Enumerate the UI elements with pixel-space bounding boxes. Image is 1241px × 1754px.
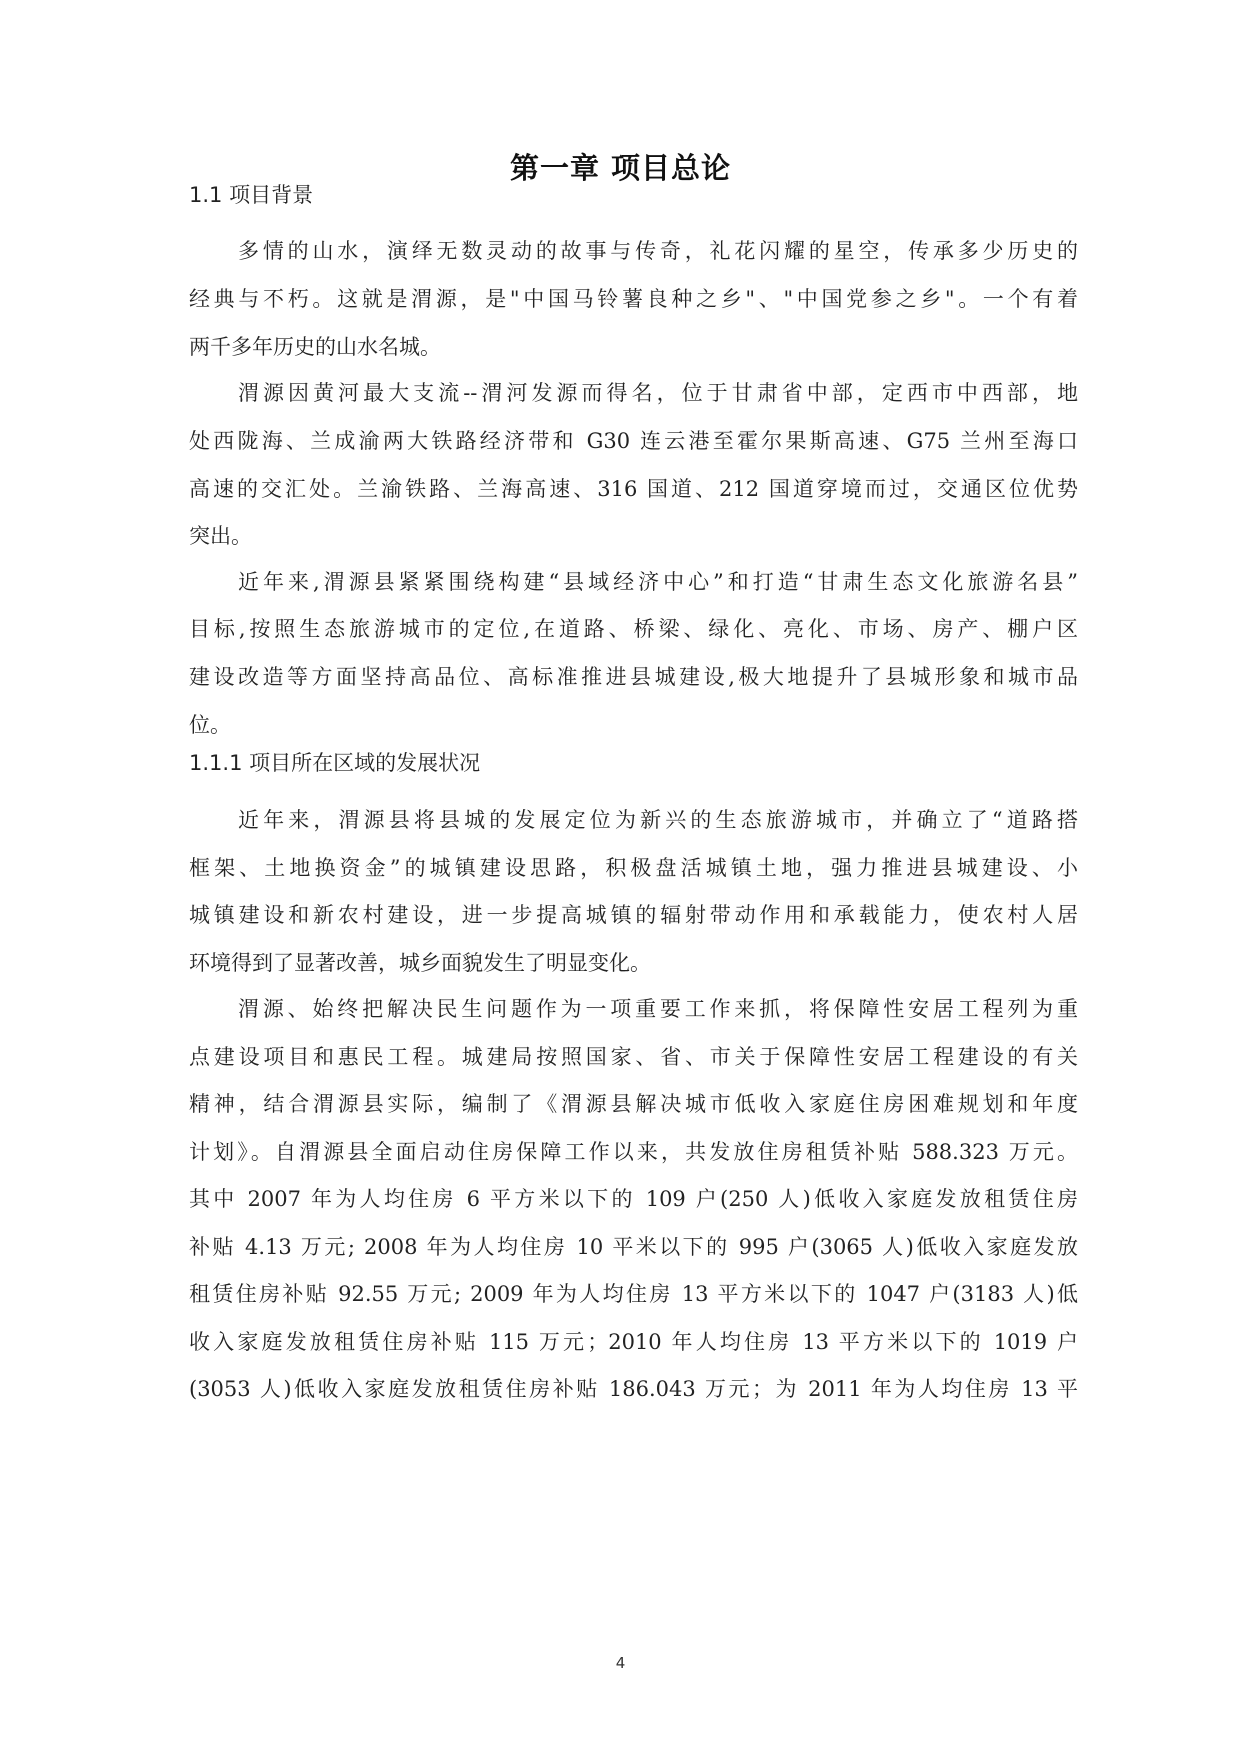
paragraph-line: 环境得到了显著改善，城乡面貌发生了明显变化。 bbox=[189, 951, 651, 975]
paragraph-line: 城镇建设和新农村建设，进一步提高城镇的辐射带动作用和承载能力，使农村人居 bbox=[189, 903, 1078, 927]
paragraph-line: 租赁住房补贴 92.55 万元; 2009 年为人均住房 13 平方米以下的 1047 户(3183 人)低 bbox=[189, 1282, 1078, 1306]
paragraph-line: 近年来，渭源县将县城的发展定位为新兴的生态旅游城市，并确立了“道路搭 bbox=[238, 808, 1078, 832]
paragraph-line: 精神，结合渭源县实际，编制了《渭源县解决城市低收入家庭住房困难规划和年度 bbox=[189, 1092, 1078, 1116]
paragraph-line: 框架、土地换资金”的城镇建设思路，积极盘活城镇土地，强力推进县城建设、小 bbox=[189, 856, 1078, 880]
section-heading-1-1-1: 1.1.1 项目所在区域的发展状况 bbox=[189, 751, 481, 775]
paragraph-line: 渭源因黄河最大支流--渭河发源而得名，位于甘肃省中部，定西市中西部，地 bbox=[238, 381, 1078, 405]
chapter-title: 第一章 项目总论 bbox=[509, 151, 732, 185]
paragraph-line: 处西陇海、兰成渝两大铁路经济带和 G30 连云港至霍尔果斯高速、G75 兰州至海口 bbox=[189, 429, 1078, 453]
paragraph-line: 点建设项目和惠民工程。城建局按照国家、省、市关于保障性安居工程建设的有关 bbox=[189, 1045, 1078, 1069]
paragraph-line: 目标,按照生态旅游城市的定位,在道路、桥梁、绿化、亮化、市场、房产、棚户区 bbox=[189, 617, 1078, 641]
paragraph-line: 收入家庭发放租赁住房补贴 115 万元；2010 年人均住房 13 平方米以下的 1019 户 bbox=[189, 1330, 1078, 1354]
paragraph-line: 其中 2007 年为人均住房 6 平方米以下的 109 户(250 人)低收入家庭发放租赁住房 bbox=[189, 1187, 1078, 1211]
paragraph-line: (3053 人)低收入家庭发放租赁住房补贴 186.043 万元；为 2011 年为人均住房 13 平 bbox=[189, 1377, 1078, 1401]
section-heading-1-1: 1.1 项目背景 bbox=[189, 183, 314, 207]
paragraph-line: 两千多年历史的山水名城。 bbox=[189, 335, 441, 359]
paragraph-line: 补贴 4.13 万元; 2008 年为人均住房 10 平米以下的 995 户(3065 人)低收入家庭发放 bbox=[189, 1235, 1078, 1259]
paragraph-line: 计划》。自渭源县全面启动住房保障工作以来，共发放住房租赁补贴 588.323 万元。 bbox=[189, 1140, 1078, 1164]
paragraph-line: 位。 bbox=[189, 713, 231, 737]
paragraph-line: 高速的交汇处。兰渝铁路、兰海高速、316 国道、212 国道穿境而过，交通区位优势 bbox=[189, 477, 1078, 501]
paragraph-line: 建设改造等方面坚持高品位、高标准推进县城建设,极大地提升了县城形象和城市品 bbox=[189, 665, 1078, 689]
paragraph-line: 多情的山水，演绎无数灵动的故事与传奇，礼花闪耀的星空，传承多少历史的 bbox=[238, 239, 1078, 263]
paragraph-line: 渭源、始终把解决民生问题作为一项重要工作来抓，将保障性安居工程列为重 bbox=[238, 997, 1078, 1021]
paragraph-line: 近年来,渭源县紧紧围绕构建“县域经济中心”和打造“甘肃生态文化旅游名县” bbox=[238, 570, 1078, 594]
paragraph-line: 突出。 bbox=[189, 524, 252, 548]
paragraph-line: 经典与不朽。这就是渭源，是"中国马铃薯良种之乡"、"中国党参之乡"。一个有着 bbox=[189, 287, 1078, 311]
page-number: 4 bbox=[615, 1654, 626, 1672]
